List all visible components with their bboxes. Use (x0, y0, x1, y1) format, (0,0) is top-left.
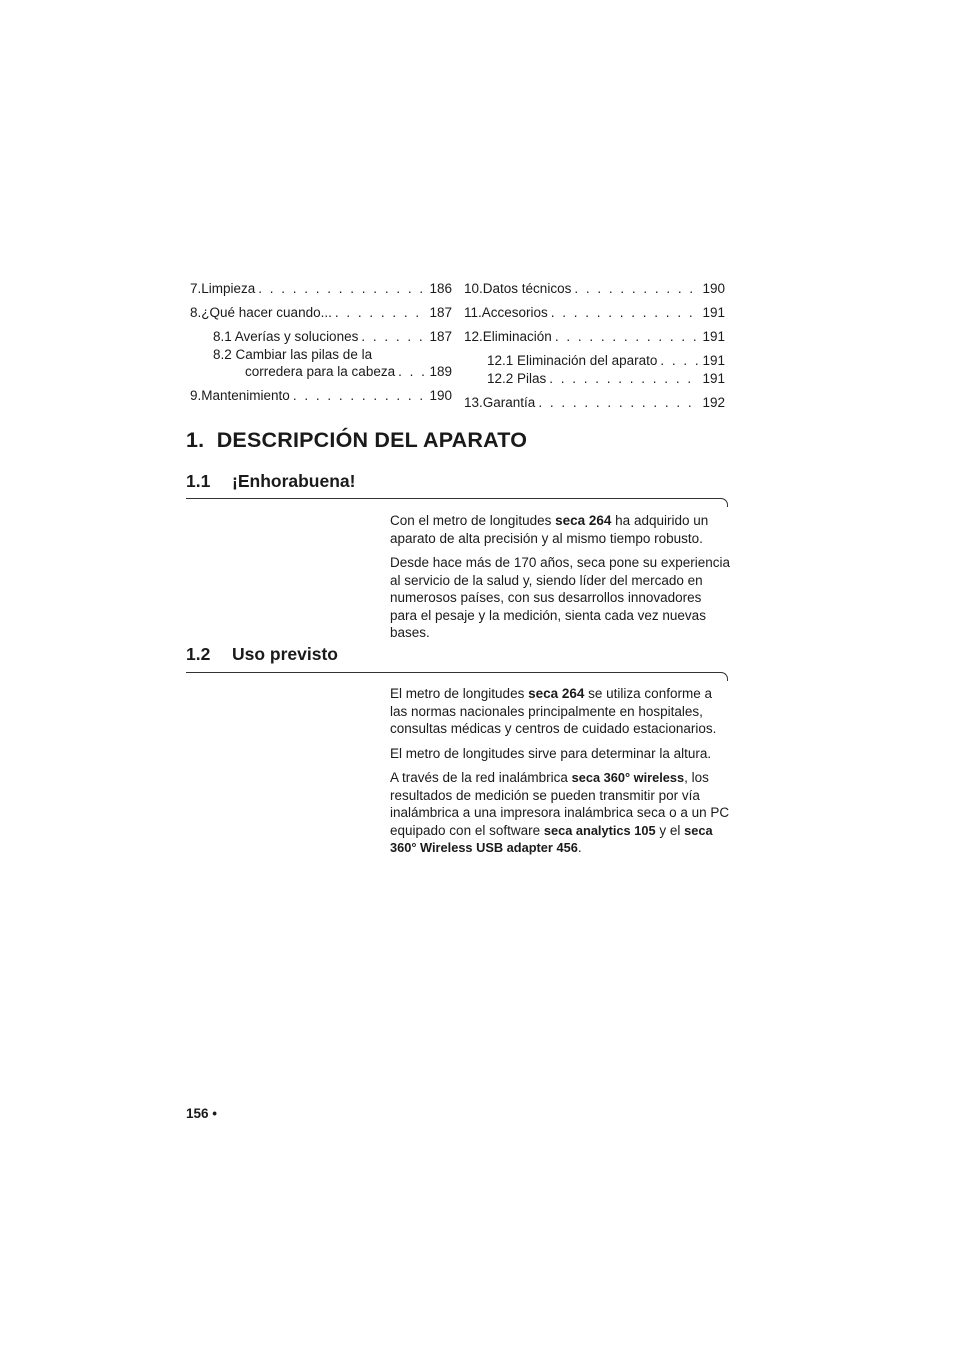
section-rule (186, 672, 722, 673)
toc-leader-dots (398, 363, 426, 380)
product-name: seca analytics 105 (543, 822, 656, 838)
toc-entry-page: 192 (702, 395, 725, 410)
toc-leader-dots (335, 304, 427, 321)
toc-leader-dots (555, 328, 700, 345)
toc-entry[interactable] (190, 304, 452, 321)
toc-entry-page: 190 (429, 388, 452, 403)
body-paragraph: A través de la red inalámbrica seca 360° wireless, los resultados de medición se pueden transmitir por vía inalámbrica a una impresora inalámbrica seca o a un PC equipado con el software seca analytics 105 y el seca 360° Wireless USB adapter 456. (390, 770, 730, 856)
section-number: 1.2 (186, 644, 211, 664)
toc-subentry[interactable] (487, 352, 725, 369)
toc-entry-title: Datos técnicos (482, 281, 572, 296)
toc-entry-title: 12.2 Pilas (487, 371, 547, 386)
section-rule-hook (721, 498, 728, 507)
toc-entry[interactable] (464, 304, 725, 321)
toc-subentry-first-line[interactable]: 8.2 Cambiar las pilas de la (213, 347, 373, 362)
toc-leader-dots (551, 304, 700, 321)
toc-leader-dots (660, 352, 699, 369)
toc-entry-title: Accesorios (481, 305, 548, 320)
toc-entry-title: ¿Qué hacer cuando... (201, 305, 332, 320)
chapter-heading (186, 428, 527, 453)
section-heading (186, 471, 355, 492)
toc-entry-title: Limpieza (201, 281, 256, 296)
toc-entry-number: 12. (464, 329, 483, 344)
toc-entry-number: 9. (190, 388, 202, 403)
body-paragraph: El metro de longitudes sirve para determinar la altura. (390, 746, 712, 761)
toc-entry-page: 191 (702, 353, 725, 368)
toc-entry-page: 187 (429, 329, 452, 344)
page-number: 156 • (186, 1106, 218, 1121)
toc-leader-dots (549, 370, 699, 387)
section-number: 1.1 (186, 471, 211, 491)
body-paragraph: Desde hace más de 170 años, seca pone su experiencia al servicio de la salud y, siendo líder del mercado en numerosos países, con sus desarrollos innovadores para el pesaje y la medición, sienta cada vez nuevas bases. (390, 555, 730, 641)
section-rule (186, 498, 722, 499)
section-title: Uso previsto (232, 644, 338, 664)
product-name: seca 264 (528, 686, 585, 701)
toc-entry[interactable] (190, 280, 452, 297)
product-name: seca 264 (555, 513, 612, 528)
section-heading (186, 644, 338, 665)
toc-entry-page: 186 (429, 281, 452, 296)
toc-entry-title: Eliminación (482, 329, 552, 344)
toc-entry[interactable] (190, 387, 452, 404)
body-paragraph: El metro de longitudes seca 264 se utiliza conforme a las normas nacionales principalmente en hospitales, consultas médicas y centros de cuidado estacionarios. (390, 686, 717, 737)
section-rule-hook (721, 672, 728, 681)
toc-subentry[interactable] (245, 363, 452, 380)
toc-entry-title-continuation: corredera para la cabeza (245, 364, 396, 379)
toc-entry-page: 191 (702, 329, 725, 344)
toc-entry-number: 7. (190, 281, 202, 296)
toc-subentry[interactable] (487, 370, 725, 387)
toc-entry-page: 190 (702, 281, 725, 296)
toc-entry-page: 191 (702, 371, 725, 386)
toc-entry-page: 189 (429, 364, 452, 379)
toc-entry-title: 12.1 Eliminación del aparato (487, 353, 658, 368)
toc-leader-dots (361, 328, 426, 345)
toc-entry-page: 191 (702, 305, 725, 320)
toc-entry-page: 187 (429, 305, 452, 320)
chapter-title: DESCRIPCIÓN DEL APARATO (216, 428, 528, 452)
toc-entry-number: 11. (464, 305, 482, 320)
toc-entry-number: 8. (190, 305, 202, 320)
toc-entry[interactable] (464, 394, 725, 411)
toc-leader-dots (258, 280, 426, 297)
toc-leader-dots (538, 394, 699, 411)
toc-entry-number: 10. (464, 281, 483, 296)
toc-entry-number: 13. (464, 395, 483, 410)
toc-entry[interactable] (464, 328, 725, 345)
product-name: seca 360° Wireless USB adapter 456 (390, 822, 713, 856)
section-title: ¡Enhorabuena! (232, 471, 356, 491)
toc-entry-title: Mantenimiento (201, 388, 290, 403)
chapter-number: 1. (186, 428, 205, 452)
toc-subentry[interactable] (213, 328, 452, 345)
body-paragraph: Con el metro de longitudes seca 264 ha adquirido un aparato de alta precisión y al mismo tiempo robusto. (390, 513, 709, 546)
toc-leader-dots (574, 280, 699, 297)
toc-entry-title: Garantía (482, 395, 536, 410)
product-name: seca 360° wireless (571, 770, 685, 785)
toc-entry[interactable] (464, 280, 725, 297)
toc-entry-title: 8.1 Averías y soluciones (213, 329, 359, 344)
toc-leader-dots (293, 387, 427, 404)
